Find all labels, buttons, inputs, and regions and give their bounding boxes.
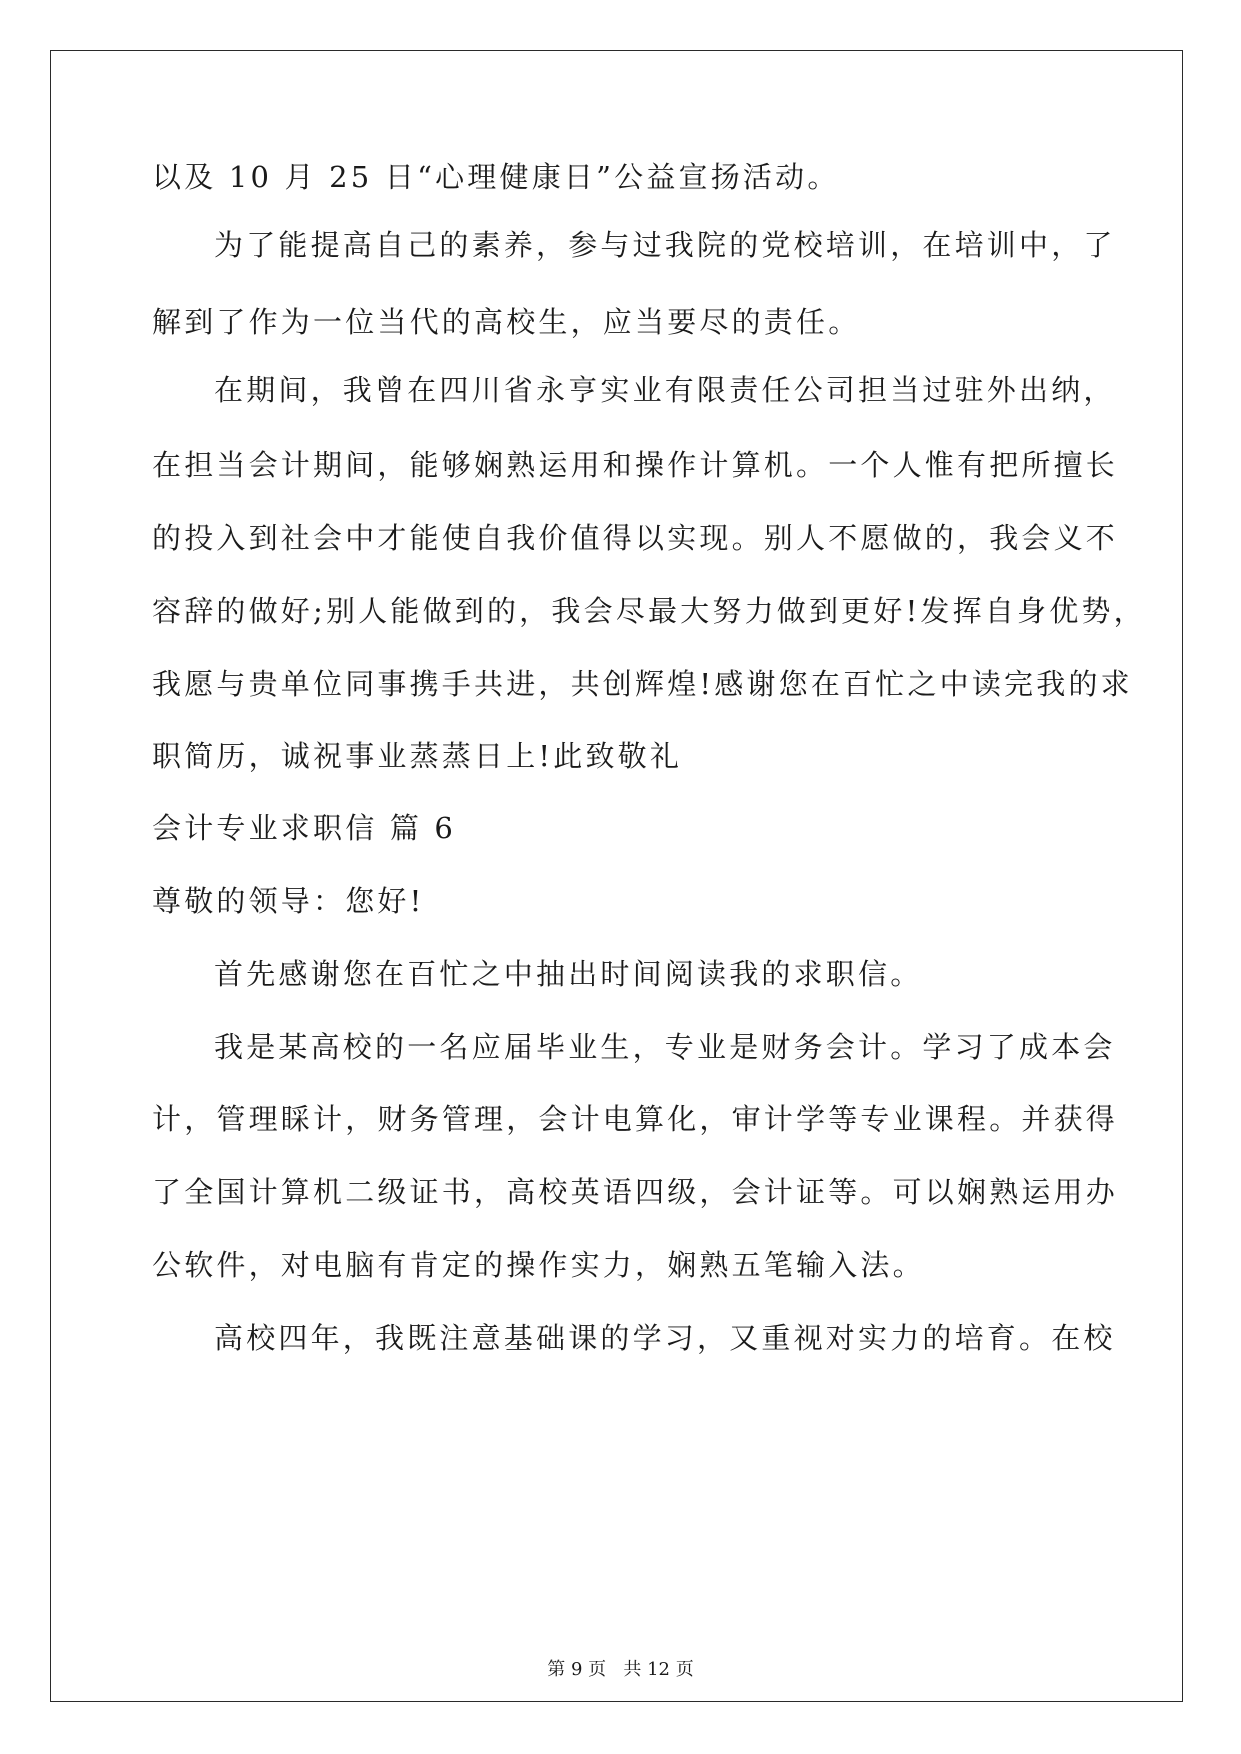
salutation: 尊敬的领导：您好! xyxy=(152,884,425,918)
paragraph-line: 以及 10 月 25 日“心理健康日”公益宣扬活动。 xyxy=(152,160,840,194)
page-number: 第 9 页 共 12 页 xyxy=(547,1659,694,1680)
paragraph-line: 我愿与贵单位同事携手共进，共创辉煌!感谢您在百忙之中读完我的求 xyxy=(152,667,1133,701)
paragraph-line: 了全国计算机二级证书，高校英语四级，会计证等。可以娴熟运用办 xyxy=(152,1175,1119,1209)
paragraph-line: 高校四年，我既注意基础课的学习，又重视对实力的培育。在校 xyxy=(214,1321,1116,1355)
paragraph-line: 首先感谢您在百忙之中抽出时间阅读我的求职信。 xyxy=(214,957,923,991)
paragraph-line: 计，管理睬计，财务管理，会计电算化，审计学等专业课程。并获得 xyxy=(152,1102,1119,1136)
paragraph-line: 容辞的做好;别人能做到的，我会尽最大努力做到更好!发挥自身优势， xyxy=(152,594,1146,628)
paragraph-line: 在担当会计期间，能够娴熟运用和操作计算机。一个人惟有把所擅长 xyxy=(152,448,1119,482)
paragraph-line: 我是某高校的一名应届毕业生，专业是财务会计。学习了成本会 xyxy=(214,1030,1116,1064)
paragraph-line: 的投入到社会中才能使自我价值得以实现。别人不愿做的，我会义不 xyxy=(152,521,1119,555)
paragraph-line: 在期间，我曾在四川省永亨实业有限责任公司担当过驻外出纳， xyxy=(214,373,1116,407)
paragraph-line: 为了能提高自己的素养，参与过我院的党校培训，在培训中，了 xyxy=(214,228,1116,262)
paragraph-line: 解到了作为一位当代的高校生，应当要尽的责任。 xyxy=(152,305,861,339)
section-heading: 会计专业求职信 篇 6 xyxy=(152,811,457,845)
paragraph-line: 公软件，对电脑有肯定的操作实力，娴熟五笔输入法。 xyxy=(152,1248,925,1282)
paragraph-line: 职简历，诚祝事业蒸蒸日上!此致敬礼 xyxy=(152,739,683,773)
page-border xyxy=(50,50,1183,1702)
